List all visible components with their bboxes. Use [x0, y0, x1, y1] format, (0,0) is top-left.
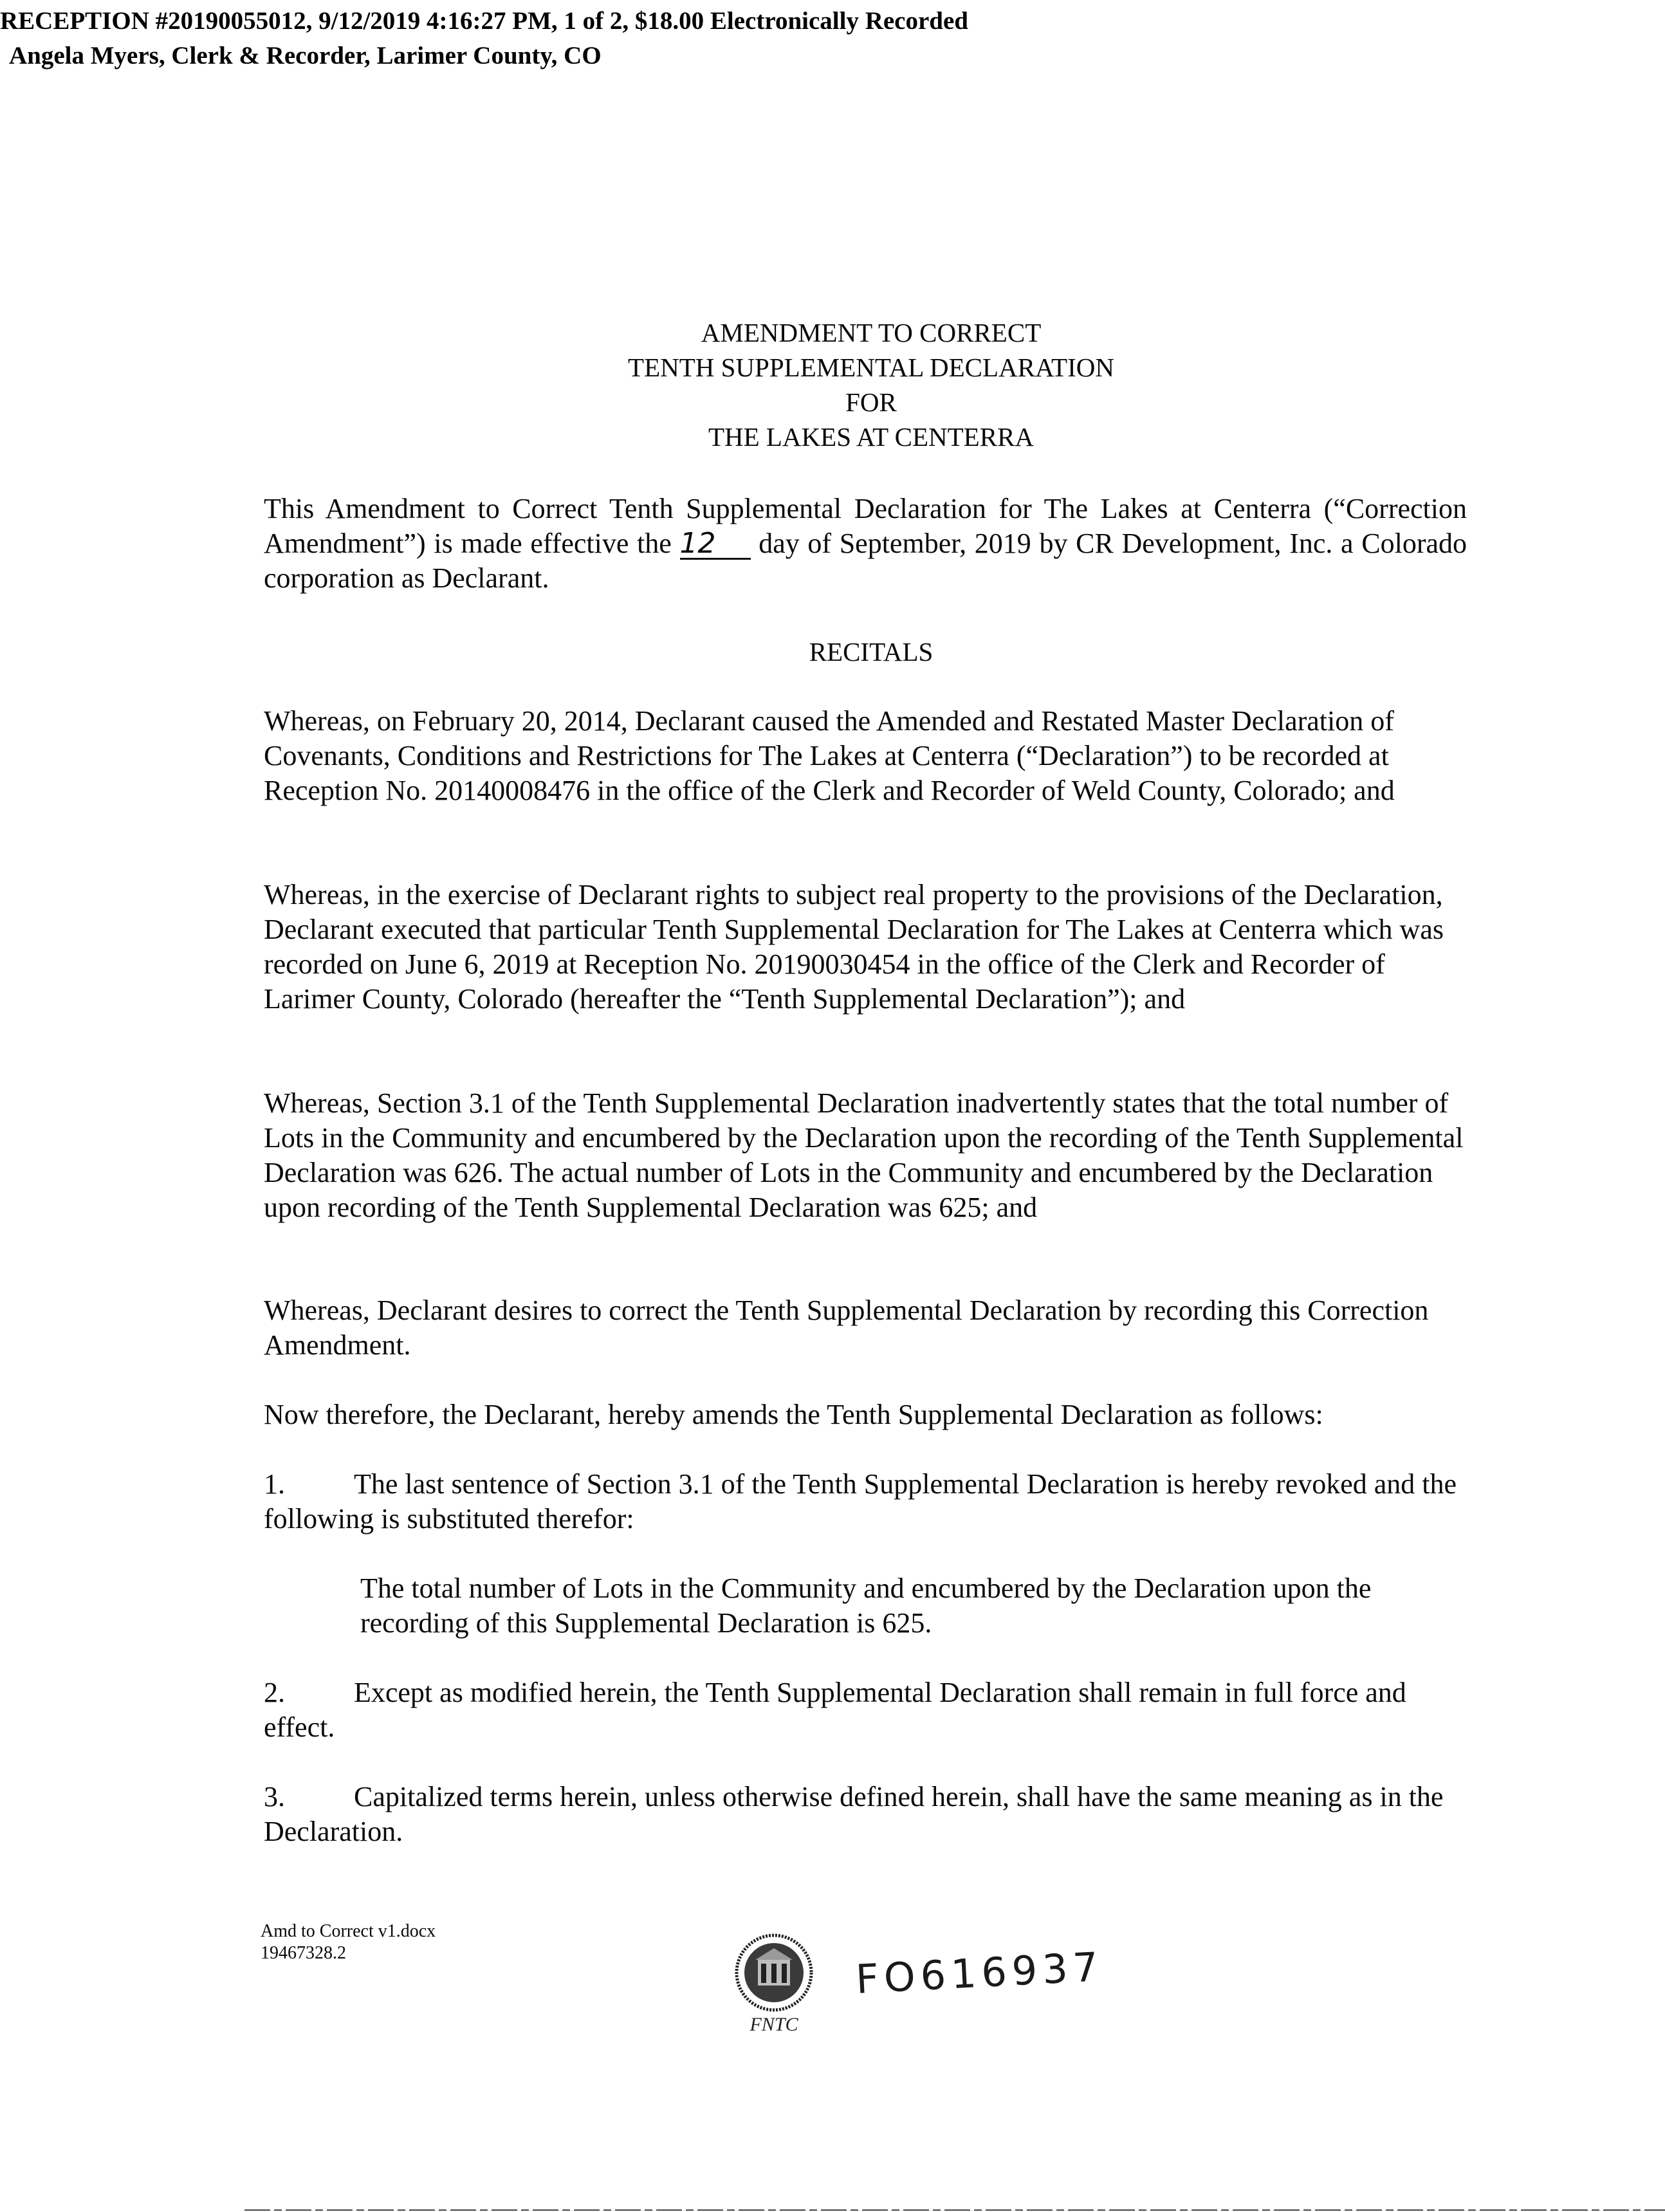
title-line-1: AMENDMENT TO CORRECT: [701, 318, 1042, 347]
footer-filename: Amd to Correct v1.docx: [261, 1921, 436, 1941]
fntc-seal-icon: [732, 1928, 816, 2041]
item-2-text: Except as modified herein, the Tenth Supplemental Declaration shall remain in full force and effect.: [264, 1677, 1406, 1743]
recital-4: Whereas, Declarant desires to correct the Tenth Supplemental Declaration by recording this Correction Amendment.: [264, 1295, 1429, 1361]
now-therefore-paragraph: Now therefore, the Declarant, hereby amends the Tenth Supplemental Declaration as follows:: [264, 1399, 1323, 1430]
recital-3: Whereas, Section 3.1 of the Tenth Supplemental Declaration inadvertently states that the total number of Lots in the Community and encumbered by the Declaration upon the recording of the Tenth Supplemental Declaration was 626. The actual number of Lots in the Community and encumbered by the Declaration upon recording of the Tenth Supplemental Declaration was 625; and: [264, 1087, 1464, 1223]
scan-edge-line: [0, 2208, 1665, 2212]
footer-reference: [261, 1921, 436, 1964]
handwritten-day: 12: [680, 530, 751, 560]
item-3-text: Capitalized terms herein, unless otherwise defined herein, shall have the same meaning as in the Declaration.: [264, 1781, 1444, 1847]
title-line-3: FOR: [845, 387, 897, 417]
recording-header-line1: RECEPTION #20190055012, 9/12/2019 4:16:27 PM, 1 of 2, $18.00 Electronically Recorded: [0, 7, 968, 35]
document-title: [489, 315, 1253, 454]
intro-after-day: day of September, 2019 by CR Development, Inc. a Colorado corporation as Declarant.: [264, 528, 1467, 594]
item-1-text: The last sentence of Section 3.1 of the Tenth Supplemental Declaration is hereby revoked and the following is substituted therefor:: [264, 1468, 1457, 1535]
handwritten-file-number: FO616937: [854, 1942, 1105, 2004]
title-line-2: TENTH SUPPLEMENTAL DECLARATION: [628, 353, 1114, 382]
recital-2: Whereas, in the exercise of Declarant rights to subject real property to the provisions of the Declaration, Declarant executed that particular Tenth Supplemental Declaration for The Lakes at Centerra which was recorded on June 6, 2019 at Reception No. 20190030454 in the office of the Clerk and Recorder of Larimer County, Colorado (hereafter the “Tenth Supplemental Declaration”); and: [264, 879, 1444, 1015]
substituted-text: The total number of Lots in the Community and encumbered by the Declaration upon the recording of this Supplemental Declaration is 625.: [360, 1572, 1372, 1639]
item-2-number: 2.: [264, 1677, 285, 1708]
recording-header: [0, 4, 968, 73]
recital-1: Whereas, on February 20, 2014, Declarant caused the Amended and Restated Master Declaration of Covenants, Conditions and Restrictions for The Lakes at Centerra (“Declaration”) to be recorded at Reception No. 20140008476 in the office of the Clerk and Recorder of Weld County, Colorado; and: [264, 705, 1395, 806]
recitals-heading: RECITALS: [809, 637, 934, 667]
footer-doc-number: 19467328.2: [261, 1943, 346, 1963]
item-1-number: 1.: [264, 1468, 285, 1500]
intro-before-day: This Amendment to Correct Tenth Supplemental Declaration for The Lakes at Centerra (“Correction Amendment”) is made effective the: [264, 493, 1467, 559]
intro-paragraph: [264, 492, 1467, 596]
title-line-4: THE LAKES AT CENTERRA: [708, 422, 1035, 452]
recording-header-line2: Angela Myers, Clerk & Recorder, Larimer County, CO: [9, 42, 602, 69]
seal-label: FNTC: [750, 2014, 798, 2035]
item-3-number: 3.: [264, 1781, 285, 1812]
